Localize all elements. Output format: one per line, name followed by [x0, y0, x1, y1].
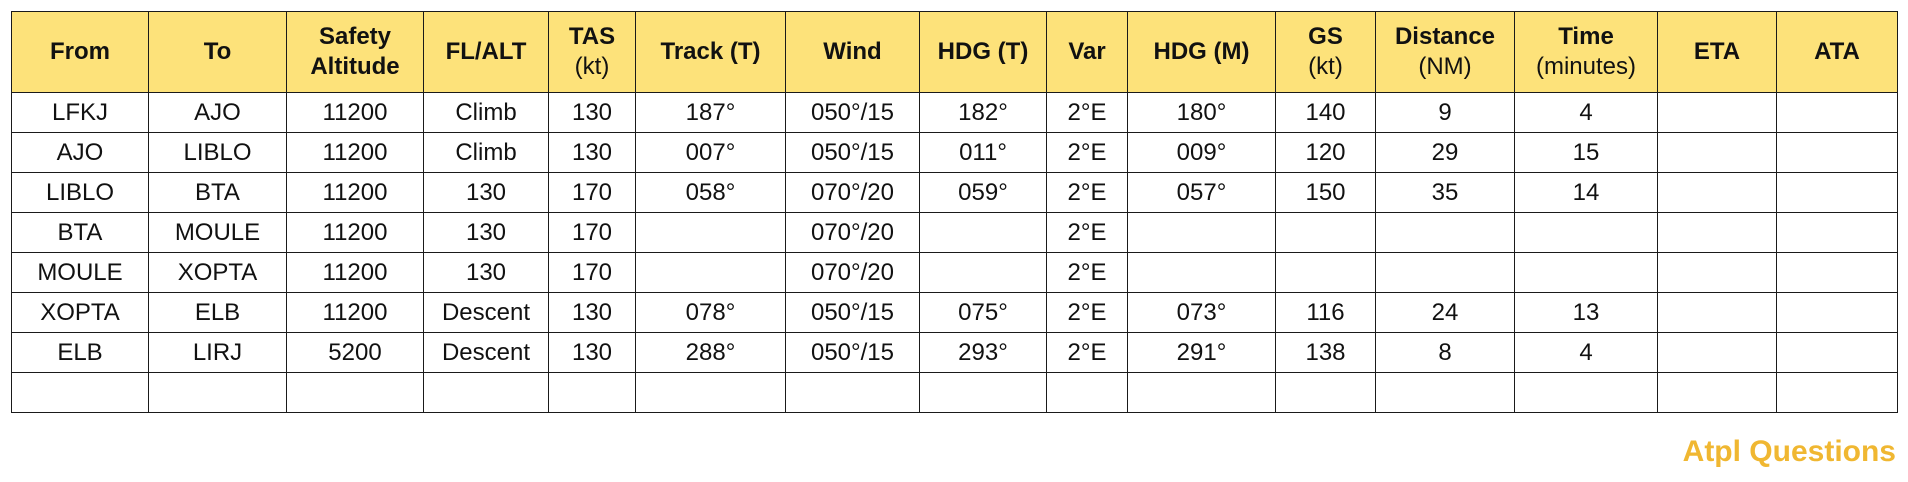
- table-cell: 120: [1276, 133, 1376, 173]
- table-cell: 058°: [636, 173, 786, 213]
- table-cell: 11200: [287, 173, 424, 213]
- column-header-time: [1515, 12, 1658, 93]
- column-header-label: Time: [1558, 23, 1614, 50]
- table-cell: 180°: [1128, 93, 1276, 133]
- table-cell: 075°: [920, 293, 1047, 333]
- table-cell: 130: [424, 253, 549, 293]
- table-cell: [636, 253, 786, 293]
- table-cell: [636, 373, 786, 413]
- table-cell: 130: [424, 213, 549, 253]
- table-row: [12, 133, 1898, 173]
- table-cell: 140: [1276, 93, 1376, 133]
- table-cell: 5200: [287, 333, 424, 373]
- table-cell: [1515, 213, 1658, 253]
- table-cell: 050°/15: [786, 133, 920, 173]
- table-cell: 2°E: [1047, 333, 1128, 373]
- table-cell: [920, 253, 1047, 293]
- table-cell: 116: [1276, 293, 1376, 333]
- table-cell: 13: [1515, 293, 1658, 333]
- table-cell: [1777, 253, 1898, 293]
- table-cell: [1777, 93, 1898, 133]
- table-cell: 11200: [287, 293, 424, 333]
- table-cell: [1276, 253, 1376, 293]
- table-cell: [1658, 213, 1777, 253]
- table-cell: Descent: [424, 293, 549, 333]
- table-cell: [1777, 373, 1898, 413]
- column-header-label: Safety: [318, 23, 392, 50]
- table-cell: 35: [1376, 173, 1515, 213]
- column-header-distance: [1376, 12, 1515, 93]
- table-cell: [1658, 333, 1777, 373]
- table-cell: LIBLO: [12, 173, 149, 213]
- table-cell: 14: [1515, 173, 1658, 213]
- table-cell: [1658, 93, 1777, 133]
- table-cell: 15: [1515, 133, 1658, 173]
- column-header-to: [149, 12, 287, 93]
- table-cell: 011°: [920, 133, 1047, 173]
- table-cell: [1376, 253, 1515, 293]
- table-cell: LFKJ: [12, 93, 149, 133]
- table-cell: 078°: [636, 293, 786, 333]
- table-cell: 170: [549, 173, 636, 213]
- table-cell: [1777, 333, 1898, 373]
- column-header-label: TAS: [568, 23, 616, 50]
- column-header-hdg-m: [1128, 12, 1276, 93]
- column-header-label: ATA: [1814, 38, 1860, 65]
- table-cell: [1276, 213, 1376, 253]
- table-cell: [549, 373, 636, 413]
- table-cell: 29: [1376, 133, 1515, 173]
- table-cell: AJO: [12, 133, 149, 173]
- table-cell: Climb: [424, 133, 549, 173]
- table-cell: Descent: [424, 333, 549, 373]
- table-cell: 2°E: [1047, 93, 1128, 133]
- table-cell: 9: [1376, 93, 1515, 133]
- table-cell: [1128, 213, 1276, 253]
- table-cell: [1777, 173, 1898, 213]
- table-cell: 2°E: [1047, 253, 1128, 293]
- table-cell: 2°E: [1047, 213, 1128, 253]
- table-cell: XOPTA: [149, 253, 287, 293]
- table-cell: [1777, 213, 1898, 253]
- table-cell: [1128, 253, 1276, 293]
- table-header: [12, 12, 1898, 93]
- column-header-unit: (NM): [1418, 53, 1472, 80]
- column-header-label: FL/ALT: [445, 38, 527, 65]
- column-header-unit: (kt): [1308, 53, 1343, 80]
- table-cell: 11200: [287, 213, 424, 253]
- table-cell: [1777, 293, 1898, 333]
- navigation-log-table: [11, 11, 1898, 413]
- table-cell: 4: [1515, 93, 1658, 133]
- table-row: [12, 93, 1898, 133]
- table-cell: [1376, 213, 1515, 253]
- table-cell: [1515, 253, 1658, 293]
- table-cell: [920, 373, 1047, 413]
- column-header-unit: (kt): [574, 53, 610, 80]
- table-cell: LIBLO: [149, 133, 287, 173]
- table-cell: 073°: [1128, 293, 1276, 333]
- table-cell: [1658, 253, 1777, 293]
- column-header-label: HDG (T): [937, 38, 1029, 65]
- column-header-ata: [1777, 12, 1898, 93]
- table-cell: [1047, 373, 1128, 413]
- table-row: [12, 333, 1898, 373]
- table-cell: [1658, 133, 1777, 173]
- column-header-safety: [287, 12, 424, 93]
- table-cell: 050°/15: [786, 333, 920, 373]
- column-header-var: [1047, 12, 1128, 93]
- column-header-track-t: [636, 12, 786, 93]
- table-cell: [12, 373, 149, 413]
- table-cell: XOPTA: [12, 293, 149, 333]
- table-cell: 11200: [287, 93, 424, 133]
- table-cell: [1658, 293, 1777, 333]
- table-cell: 24: [1376, 293, 1515, 333]
- table-cell: 170: [549, 213, 636, 253]
- table-row: [12, 373, 1898, 413]
- table-cell: 8: [1376, 333, 1515, 373]
- column-header-label: Track (T): [660, 38, 761, 65]
- table-cell: BTA: [12, 213, 149, 253]
- table-cell: 187°: [636, 93, 786, 133]
- table-cell: 11200: [287, 253, 424, 293]
- table-cell: AJO: [149, 93, 287, 133]
- table-cell: MOULE: [12, 253, 149, 293]
- table-cell: 059°: [920, 173, 1047, 213]
- table-cell: [1515, 373, 1658, 413]
- table-cell: [1777, 133, 1898, 173]
- column-header-wind: [786, 12, 920, 93]
- table-cell: 2°E: [1047, 133, 1128, 173]
- table-cell: 070°/20: [786, 253, 920, 293]
- table-cell: 070°/20: [786, 213, 920, 253]
- table-cell: ELB: [149, 293, 287, 333]
- table-cell: ELB: [12, 333, 149, 373]
- table-cell: 291°: [1128, 333, 1276, 373]
- table-cell: 170: [549, 253, 636, 293]
- table-cell: 130: [549, 93, 636, 133]
- column-header-label: To: [203, 38, 232, 65]
- column-header-label: Var: [1068, 38, 1106, 65]
- table-cell: [1658, 373, 1777, 413]
- table-cell: MOULE: [149, 213, 287, 253]
- table-row: [12, 213, 1898, 253]
- table-cell: [636, 213, 786, 253]
- table-cell: 050°/15: [786, 293, 920, 333]
- table-cell: 070°/20: [786, 173, 920, 213]
- table-cell: BTA: [149, 173, 287, 213]
- column-header-label: HDG (M): [1153, 38, 1250, 65]
- column-header-label: Wind: [823, 38, 882, 65]
- table-cell: [149, 373, 287, 413]
- table-cell: [920, 213, 1047, 253]
- table-cell: 130: [549, 293, 636, 333]
- table-cell: 11200: [287, 133, 424, 173]
- table-cell: 009°: [1128, 133, 1276, 173]
- header-row: [12, 12, 1898, 93]
- table-body: [12, 93, 1898, 413]
- atpl-questions-logo: Atpl Questions: [1682, 435, 1896, 468]
- table-cell: [1658, 173, 1777, 213]
- table-cell: 130: [549, 133, 636, 173]
- table-cell: 007°: [636, 133, 786, 173]
- table-cell: 2°E: [1047, 173, 1128, 213]
- table-cell: [1376, 373, 1515, 413]
- column-header-eta: [1658, 12, 1777, 93]
- column-header-gs: [1276, 12, 1376, 93]
- column-header-fl-alt: [424, 12, 549, 93]
- table-cell: 182°: [920, 93, 1047, 133]
- table-cell: Climb: [424, 93, 549, 133]
- column-header-label: Distance: [1394, 23, 1496, 50]
- column-header-label: ETA: [1693, 38, 1741, 65]
- table-cell: [1128, 373, 1276, 413]
- table-cell: [1276, 373, 1376, 413]
- table-row: [12, 293, 1898, 333]
- table-row: [12, 173, 1898, 213]
- column-header-from: [12, 12, 149, 93]
- column-header-label: From: [50, 38, 110, 65]
- column-header-hdg-t: [920, 12, 1047, 93]
- table-cell: 050°/15: [786, 93, 920, 133]
- column-header-label-line2: Altitude: [310, 53, 400, 80]
- table-cell: 4: [1515, 333, 1658, 373]
- table-cell: 293°: [920, 333, 1047, 373]
- column-header-tas: [549, 12, 636, 93]
- table-cell: 130: [549, 333, 636, 373]
- table-cell: [424, 373, 549, 413]
- table-cell: 057°: [1128, 173, 1276, 213]
- table-cell: [287, 373, 424, 413]
- table-cell: LIRJ: [149, 333, 287, 373]
- table-cell: 130: [424, 173, 549, 213]
- column-header-unit: (minutes): [1535, 53, 1637, 80]
- table-cell: 2°E: [1047, 293, 1128, 333]
- table-cell: 288°: [636, 333, 786, 373]
- table-cell: [786, 373, 920, 413]
- table-row: [12, 253, 1898, 293]
- column-header-label: GS: [1308, 23, 1343, 50]
- table-cell: 150: [1276, 173, 1376, 213]
- table-cell: 138: [1276, 333, 1376, 373]
